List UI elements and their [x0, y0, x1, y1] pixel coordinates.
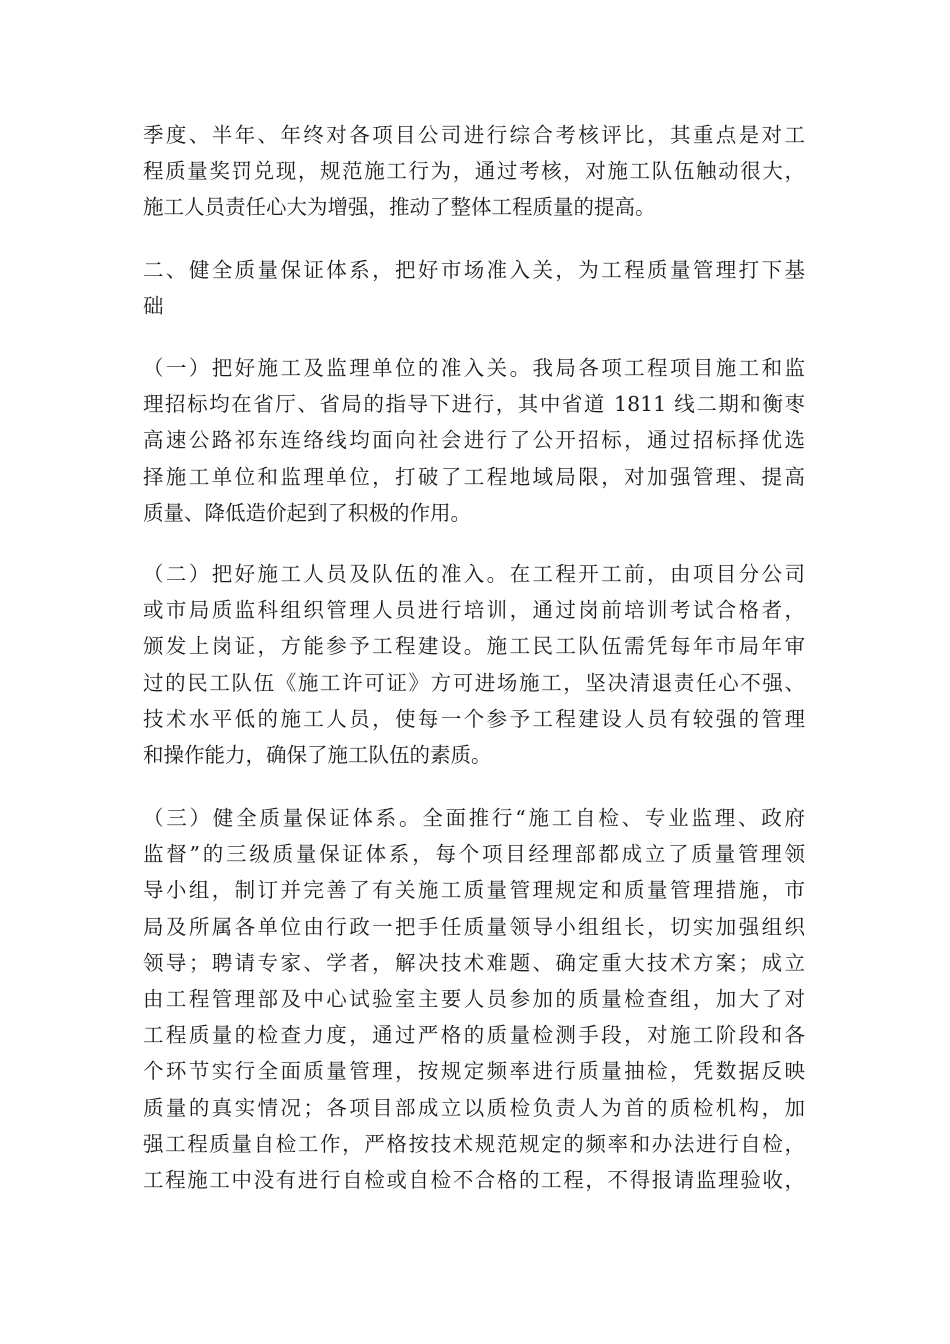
text-line: 颁发上岗证，方能参予工程建设。施工民工队伍需凭每年市局年审	[143, 634, 805, 659]
text-line: 强工程质量自检工作，严格按技术规范规定的频率和办法进行自检，	[143, 1131, 805, 1156]
text-line: 领导；聘请专家、学者，解决技术难题、确定重大技术方案；成立	[143, 950, 805, 975]
text-line: （二）把好施工人员及队伍的准入。在工程开工前，由项目分公司	[143, 562, 805, 586]
text-line: 础	[143, 294, 164, 319]
paragraph-one	[143, 350, 805, 531]
text-line: 工程质量的检查力度，通过严格的质量检测手段，对施工阶段和各	[143, 1023, 805, 1048]
text-line: 或市局质监科组织管理人员进行培训，通过岗前培训考试合格者，	[143, 598, 805, 623]
text-line: 个环节实行全面质量管理，按规定频率进行质量抽检，凭数据反映	[143, 1059, 805, 1084]
text-line: （一）把好施工及监理单位的准入关。我局各项工程项目施工和监	[143, 356, 805, 380]
text-line: 择施工单位和监理单位，打破了工程地域局限，对加强管理、提高	[143, 464, 805, 489]
paragraph-continuation	[143, 117, 805, 226]
text-line: 和操作能力，确保了施工队伍的素质。	[143, 742, 492, 767]
text-line: 导小组，制订并完善了有关施工质量管理规定和质量管理措施，市	[143, 878, 805, 903]
text-line: 监督”的三级质量保证体系，每个项目经理部都成立了质量管理领	[143, 842, 805, 867]
text-line: （三）健全质量保证体系。全面推行“施工自检、专业监理、政府	[143, 806, 805, 830]
text-line: 工程施工中没有进行自检或自检不合格的工程，不得报请监理验收，	[143, 1167, 805, 1192]
paragraph-three	[143, 800, 805, 1198]
text-line: 过的民工队伍《施工许可证》方可进场施工，坚决清退责任心不强、	[143, 670, 805, 695]
text-line: 技术水平低的施工人员，使每一个参予工程建设人员有较强的管理	[143, 706, 805, 731]
text-line: 由工程管理部及中心试验室主要人员参加的质量检查组，加大了对	[143, 986, 805, 1011]
text-line: 高速公路祁东连络线均面向社会进行了公开招标，通过招标择优选	[143, 428, 805, 453]
text-line: 质量的真实情况；各项目部成立以质检负责人为首的质检机构，加	[143, 1095, 805, 1120]
text-line: 理招标均在省厅、省局的指导下进行，其中省道 1811 线二期和衡枣	[143, 392, 805, 417]
text-line: 季度、半年、年终对各项目公司进行综合考核评比，其重点是对工	[143, 123, 805, 147]
text-line: 质量、降低造价起到了积极的作用。	[143, 500, 471, 525]
text-line: 局及所属各单位由行政一把手任质量领导小组组长，切实加强组织	[143, 914, 805, 939]
text-line: 程质量奖罚兑现，规范施工行为，通过考核，对施工队伍触动很大，	[143, 159, 805, 184]
paragraph-two	[143, 556, 805, 773]
text-line: 施工人员责任心大为增强，推动了整体工程质量的提高。	[143, 195, 656, 220]
text-line: 二、健全质量保证体系，把好市场准入关，为工程质量管理打下基	[143, 258, 805, 282]
section-heading	[143, 252, 805, 324]
